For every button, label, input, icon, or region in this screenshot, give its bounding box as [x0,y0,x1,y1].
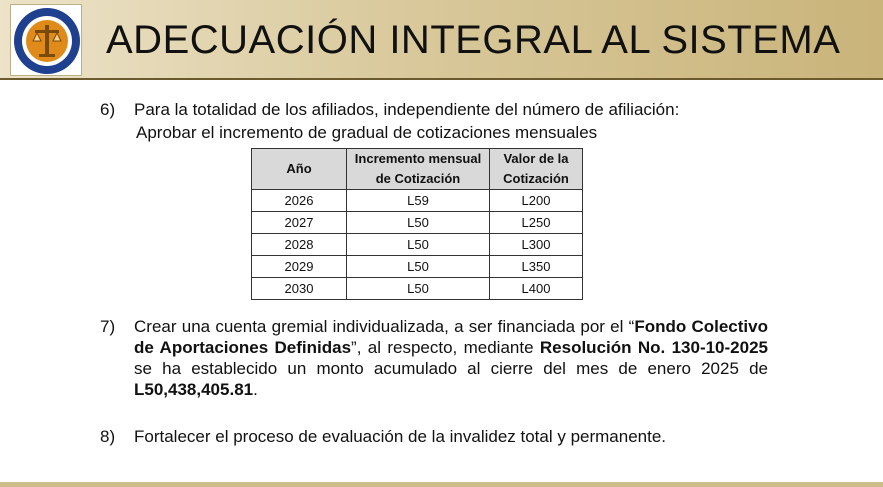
cell-increment: L50 [347,234,490,256]
header-increment [347,149,490,190]
item-text: Para la totalidad de los afiliados, independiente del número de afiliación: [134,100,680,119]
footer-band [0,482,883,487]
cell-year: 2028 [252,234,347,256]
accumulated-amount: L50,438,405.81 [134,380,254,399]
cell-increment: L50 [347,212,490,234]
cell-year: 2030 [252,278,347,300]
table-header-row [252,149,583,190]
cell-year: 2029 [252,256,347,278]
text-run: se ha establecido un monto acumulado al cierre del mes de enero 2025 de [134,359,768,378]
contribution-table [251,148,583,300]
page-title: ADECUACIÓN INTEGRAL AL SISTEMA [106,18,841,62]
cell-increment: L50 [347,256,490,278]
item-text [134,316,768,400]
header-year: Año [252,149,347,190]
institutional-seal-icon [11,5,83,77]
resolution-number: Resolución No. 130-10-2025 [539,338,768,357]
cell-value: L300 [490,234,583,256]
cell-value: L400 [490,278,583,300]
item-number: 8) [100,427,116,446]
cell-year: 2026 [252,190,347,212]
institution-logo [10,4,82,76]
header-value-line1: Valor de la [503,151,569,166]
text-run: Crear una cuenta gremial individualizada, a ser financiada por el “ [134,317,635,336]
table-row [252,278,583,300]
table-row [252,234,583,256]
cell-value: L350 [490,256,583,278]
header-value-line2: Cotización [503,171,569,186]
header-value [490,149,583,190]
fund-name: Fondo Colectivo de Aportaciones Definidas [134,317,768,357]
cell-increment: L59 [347,190,490,212]
slide-header [0,0,883,80]
header-increment-line2: de Cotización [375,171,461,186]
cell-increment: L50 [347,278,490,300]
cell-value: L250 [490,212,583,234]
item-6-subtext: Aprobar el incremento de gradual de cotizaciones mensuales [136,123,598,142]
item-number: 7) [100,317,116,336]
table-row [252,212,583,234]
table-row [252,190,583,212]
cell-value: L200 [490,190,583,212]
item-number: 6) [100,100,116,119]
text-run: ”, al respecto, mediante [351,338,540,357]
table-row [252,256,583,278]
header-increment-line1: Incremento mensual [354,151,482,166]
text-run: . [253,380,258,399]
cell-year: 2027 [252,212,347,234]
item-text: Fortalecer el proceso de evaluación de la invalidez total y permanente. [134,427,667,446]
